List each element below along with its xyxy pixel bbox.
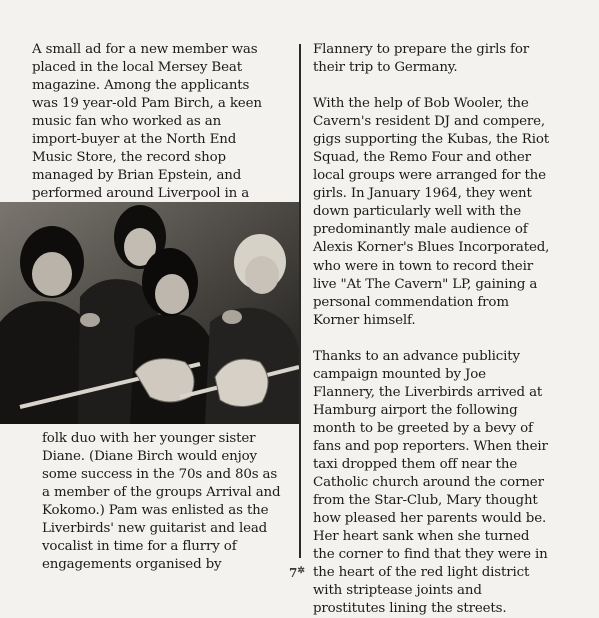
text-line: Thanks to an advance publicity	[313, 348, 520, 364]
text-line: who were in town to record their	[313, 258, 533, 274]
text-line: live "At The Cavern" LP, gaining a	[313, 276, 538, 292]
text-line: Catholic church around the corner	[313, 475, 544, 491]
paragraph	[313, 41, 575, 77]
text-line: Cavern's resident DJ and compere,	[313, 114, 545, 130]
text-line: month to be greeted by a bevy of	[313, 420, 533, 436]
text-line: the heart of the red light district	[313, 565, 530, 581]
text-line: Diane. (Diane Birch would enjoy	[42, 449, 257, 465]
text-line: with striptease joints and	[313, 583, 482, 599]
page-number	[289, 566, 305, 580]
text-line: gigs supporting the Kubas, the Riot	[313, 132, 549, 148]
text-line: managed by Brian Epstein, and	[32, 168, 242, 184]
text-line: performed around Liverpool in a	[32, 186, 250, 202]
text-line: engagements organised by	[42, 557, 222, 573]
text-line: taxi dropped them off near the	[313, 456, 518, 472]
text-line: fans and pop reporters. When their	[313, 438, 548, 454]
band-photo-illustration	[0, 202, 299, 424]
text-line: personal commendation from	[313, 294, 509, 310]
text-line: Music Store, the record shop	[32, 150, 226, 166]
text-line: predominantly male audience of	[313, 222, 528, 238]
text-line: placed in the local Mersey Beat	[32, 60, 242, 76]
text-line: a member of the groups Arrival and	[42, 485, 281, 501]
text-line: Korner himself.	[313, 312, 416, 328]
text-line: local groups were arranged for the	[313, 168, 546, 184]
text-line: how pleased her parents would be.	[313, 511, 547, 527]
text-line: A small ad for a new member was	[32, 42, 258, 57]
text-line: Flannery, the Liverbirds arrived at	[313, 384, 543, 400]
text-line: some success in the 70s and 80s as	[42, 467, 278, 483]
text-line: magazine. Among the applicants	[32, 78, 250, 94]
text-line: Squad, the Remo Four and other	[313, 150, 531, 166]
text-line: from the Star-Club, Mary thought	[313, 493, 538, 509]
text-line: import-buyer at the North End	[32, 132, 237, 148]
text-line: With the help of Bob Wooler, the	[313, 96, 529, 112]
text-line: was 19 year-old Pam Birch, a keen	[32, 96, 262, 112]
text-line: Hamburg airport the following	[313, 402, 518, 418]
text-line: campaign mounted by Joe	[313, 366, 486, 382]
text-line: their trip to Germany.	[313, 60, 458, 76]
right-column	[313, 41, 575, 618]
text-line: prostitutes lining the streets.	[313, 601, 507, 617]
text-line: the corner to find that they were in	[313, 547, 548, 563]
page-number-text: 7	[289, 566, 298, 580]
text-line: Kokomo.) Pam was enlisted as the	[42, 503, 269, 519]
paragraph	[313, 95, 575, 330]
text-line: Alexis Korner's Blues Incorporated,	[313, 240, 550, 256]
text-line: folk duo with her younger sister	[42, 431, 256, 446]
left-column-bottom	[42, 430, 292, 574]
star-icon: ✲	[297, 566, 305, 576]
text-line: vocalist in time for a flurry of	[42, 539, 237, 555]
text-line: girls. In January 1964, they went	[313, 186, 532, 202]
text-line: down particularly well with the	[313, 204, 521, 220]
column-divider	[299, 44, 301, 558]
band-photo	[0, 202, 299, 424]
text-line: Flannery to prepare the girls for	[313, 42, 530, 57]
text-line: Her heart sank when she turned	[313, 529, 530, 545]
paragraph	[313, 348, 575, 618]
text-line: music fan who worked as an	[32, 114, 222, 130]
left-column-top	[32, 41, 294, 203]
text-line: Liverbirds' new guitarist and lead	[42, 521, 268, 537]
